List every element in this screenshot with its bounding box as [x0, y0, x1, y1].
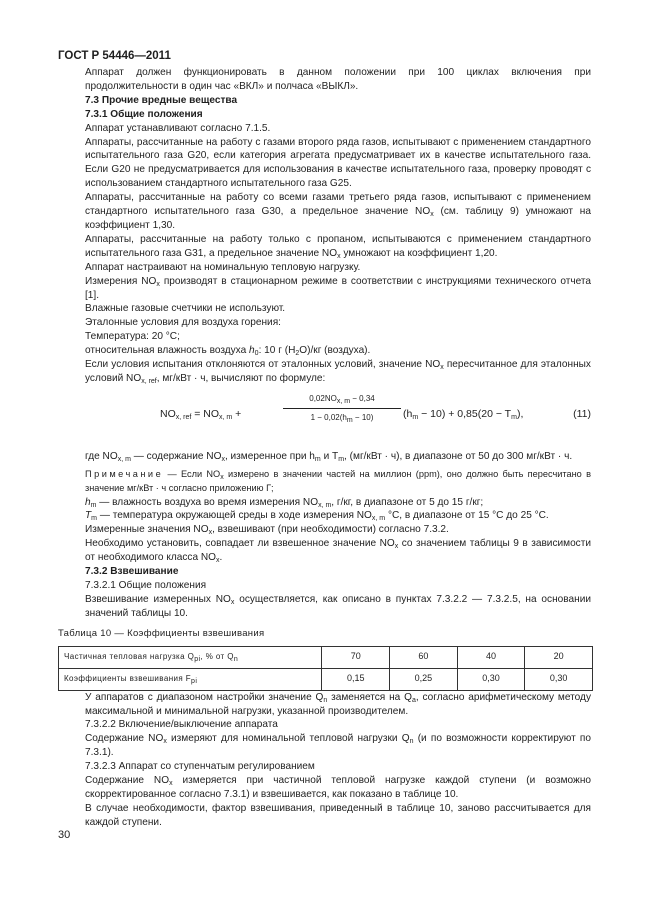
row-label: Коэффициенты взвешивания $F_{pi}$ — [59, 668, 322, 690]
section-heading: 7.3 Прочие вредные вещества — [85, 94, 238, 106]
formula-denominator: $1 - 0,02(h_m - 10)$ — [310, 412, 374, 424]
paragraph: Аппарат настраивают на номинальную тепловую нагрузку. — [85, 261, 361, 273]
table-row — [59, 646, 593, 668]
paragraph: Эталонные условия для воздуха горения: — [85, 317, 281, 329]
paragraph: Измерения $NO_x$ производят в стационарном режиме в соответствии с инструкциями технического отчета [1]. — [85, 275, 591, 301]
subsection-heading: 7.3.2 Взвешивание — [85, 566, 179, 578]
paragraph: Содержание $NO_x$ измеряется при частичной тепловой нагрузке каждой ступени (и возможно скорректированное согласно 7.3.1) и взвешивается, как показано в таблице 10. — [85, 775, 592, 800]
subsubsection-heading: 7.3.2.3 Аппарат со ступенчатым регулированием — [85, 761, 315, 773]
paragraph: Необходимо установить, совпадает ли взвешенное значение $NO_x$ со значением таблицы 9 в зависимости от необходимого класса $NO_x$. — [85, 538, 591, 565]
table-cell: 60 — [390, 646, 458, 668]
paragraph: В случае необходимости, фактор взвешивания, приведенный в таблице 10, заново рассчитывается для каждой ступени. — [85, 802, 591, 828]
page-body — [58, 66, 592, 830]
paragraph: относительная влажность воздуха $h_0$: 10 г $(Н_2О)/кг$ (воздуха). — [85, 345, 371, 358]
table-cell: 0,25 — [390, 668, 458, 690]
subsubsection-heading: 7.3.2.2 Включение/выключение аппарата — [85, 719, 278, 731]
subsubsection-heading: 7.3.2.1 Общие положения — [85, 580, 207, 591]
paragraph: Аппарат устанавливают согласно 7.1.5. — [85, 122, 271, 134]
paragraph: Аппарат должен функционировать в данном положении при 100 циклах включения при продолжительности в один час «ВКЛ» и полчаса «ВЫКЛ». — [85, 67, 591, 92]
table-cell: 40 — [457, 646, 525, 668]
paragraph: Если условия испытания отклоняются от эталонных условий, значение $NO_x$ пересчитанное для эталонных условий $NO_{x, ref}$, мг/кВт · ч, вычисляют по формуле: — [85, 359, 591, 385]
formula-rhs: $(h_m - 10) + 0,85(20 - T_m)$, — [403, 407, 524, 421]
table-title: Таблица 10 — Коэффициенты взвешивания — [58, 627, 265, 639]
document-header: ГОСТ Р 54446—2011 — [58, 50, 171, 62]
paragraph: Влажные газовые счетчики не используют. — [85, 303, 286, 315]
definition-hm: $h_m$ — влажность воздуха во время измерения $NO_{x, m}$, г/кг, в диапазоне от 5 до 15 г/кг; — [85, 496, 484, 509]
paragraph: Температура: 20 °С; — [85, 331, 180, 343]
table-cell: 0,30 — [525, 668, 593, 690]
formula-fraction — [283, 392, 401, 425]
table-row — [59, 668, 593, 690]
paragraph: Измеренные значения $NO_x$, взвешивают (при необходимости) согласно 7.3.2. — [85, 524, 449, 537]
table-cell: 20 — [525, 646, 593, 668]
subsection-heading: 7.3.1 Общие положения — [85, 108, 203, 120]
table-cell: 0,30 — [457, 668, 525, 690]
paragraph: Взвешивание измеренных $NO_x$ осуществляется, как описано в пунктах 7.3.2.2 — 7.3.2.5, на основании значений таблицы 10. — [85, 593, 591, 619]
paragraph: Аппараты, рассчитанные на работу с газами второго ряда газов, испытывают с применением стандартного испытательного газа G20, если категория агрегата предусматривает их в качестве испытательного газа. Если G20 не предусматривается для использования в качестве испытательного газа, проверку проводят с использованием стандартного испытательного газа G25. — [85, 136, 591, 190]
definition-tm: $T_m$ — температура окружающей среды в ходе измерения $NO_{x, m}$ °С, в диапазоне от 15 °С до 25 °С. — [85, 510, 549, 523]
formula-numerator: $0,02NO_{x, m} - 0,34$ — [283, 392, 401, 409]
page-number: 30 — [58, 829, 71, 841]
note: Примечание — Если $NO_x$ измерено в значении частей на миллион (ppm), оно должно быть пересчитано в значение мг/кВт · ч согласно приложению Г; — [85, 468, 591, 493]
paragraph: Содержание $NO_x$ измеряют для номинальной тепловой нагрузки $Q_n$ (и по возможности корректируют по 7.3.1). — [85, 733, 591, 759]
table-cell: 70 — [322, 646, 390, 668]
table-cell: 0,15 — [322, 668, 390, 690]
paragraph: У аппаратов с диапазоном настройки значение $Q_n$ заменяется на $Q_a$, согласно арифметическому методу максимальной и минимальной нагрузки, указанной производителем. — [85, 691, 591, 717]
formula-11 — [85, 392, 591, 444]
paragraph: Аппараты, рассчитанные на работу только с пропаном, испытываются с применением стандартного испытательного газа G31, а предельное значение $NO_x$ умножают на коэффициент 1,20. — [85, 233, 591, 260]
formula-lhs: $NO_{x, ref} = NO_{x, m}$ + — [160, 407, 242, 421]
row-label: Частичная тепловая нагрузка $Q_{pi}$, % от $Q_n$ — [59, 646, 322, 668]
weighting-table — [58, 646, 593, 691]
paragraph: Аппараты, рассчитанные на работу со всеми газами третьего ряда газов, испытывают с применением стандартного испытательного газа G30, а предельное значение $NO_x$ (см. таблицу 9) умножают на коэффициент 1,30. — [85, 192, 591, 231]
formula-number: (11) — [573, 407, 591, 420]
formula-where: где $NO_{x, m}$ — содержание $NO_x$, измеренное при $h_m$ и $T_m$, (мг/кВт · ч), в диапазоне от 50 до 300 мг/кВт · ч. — [85, 450, 573, 463]
